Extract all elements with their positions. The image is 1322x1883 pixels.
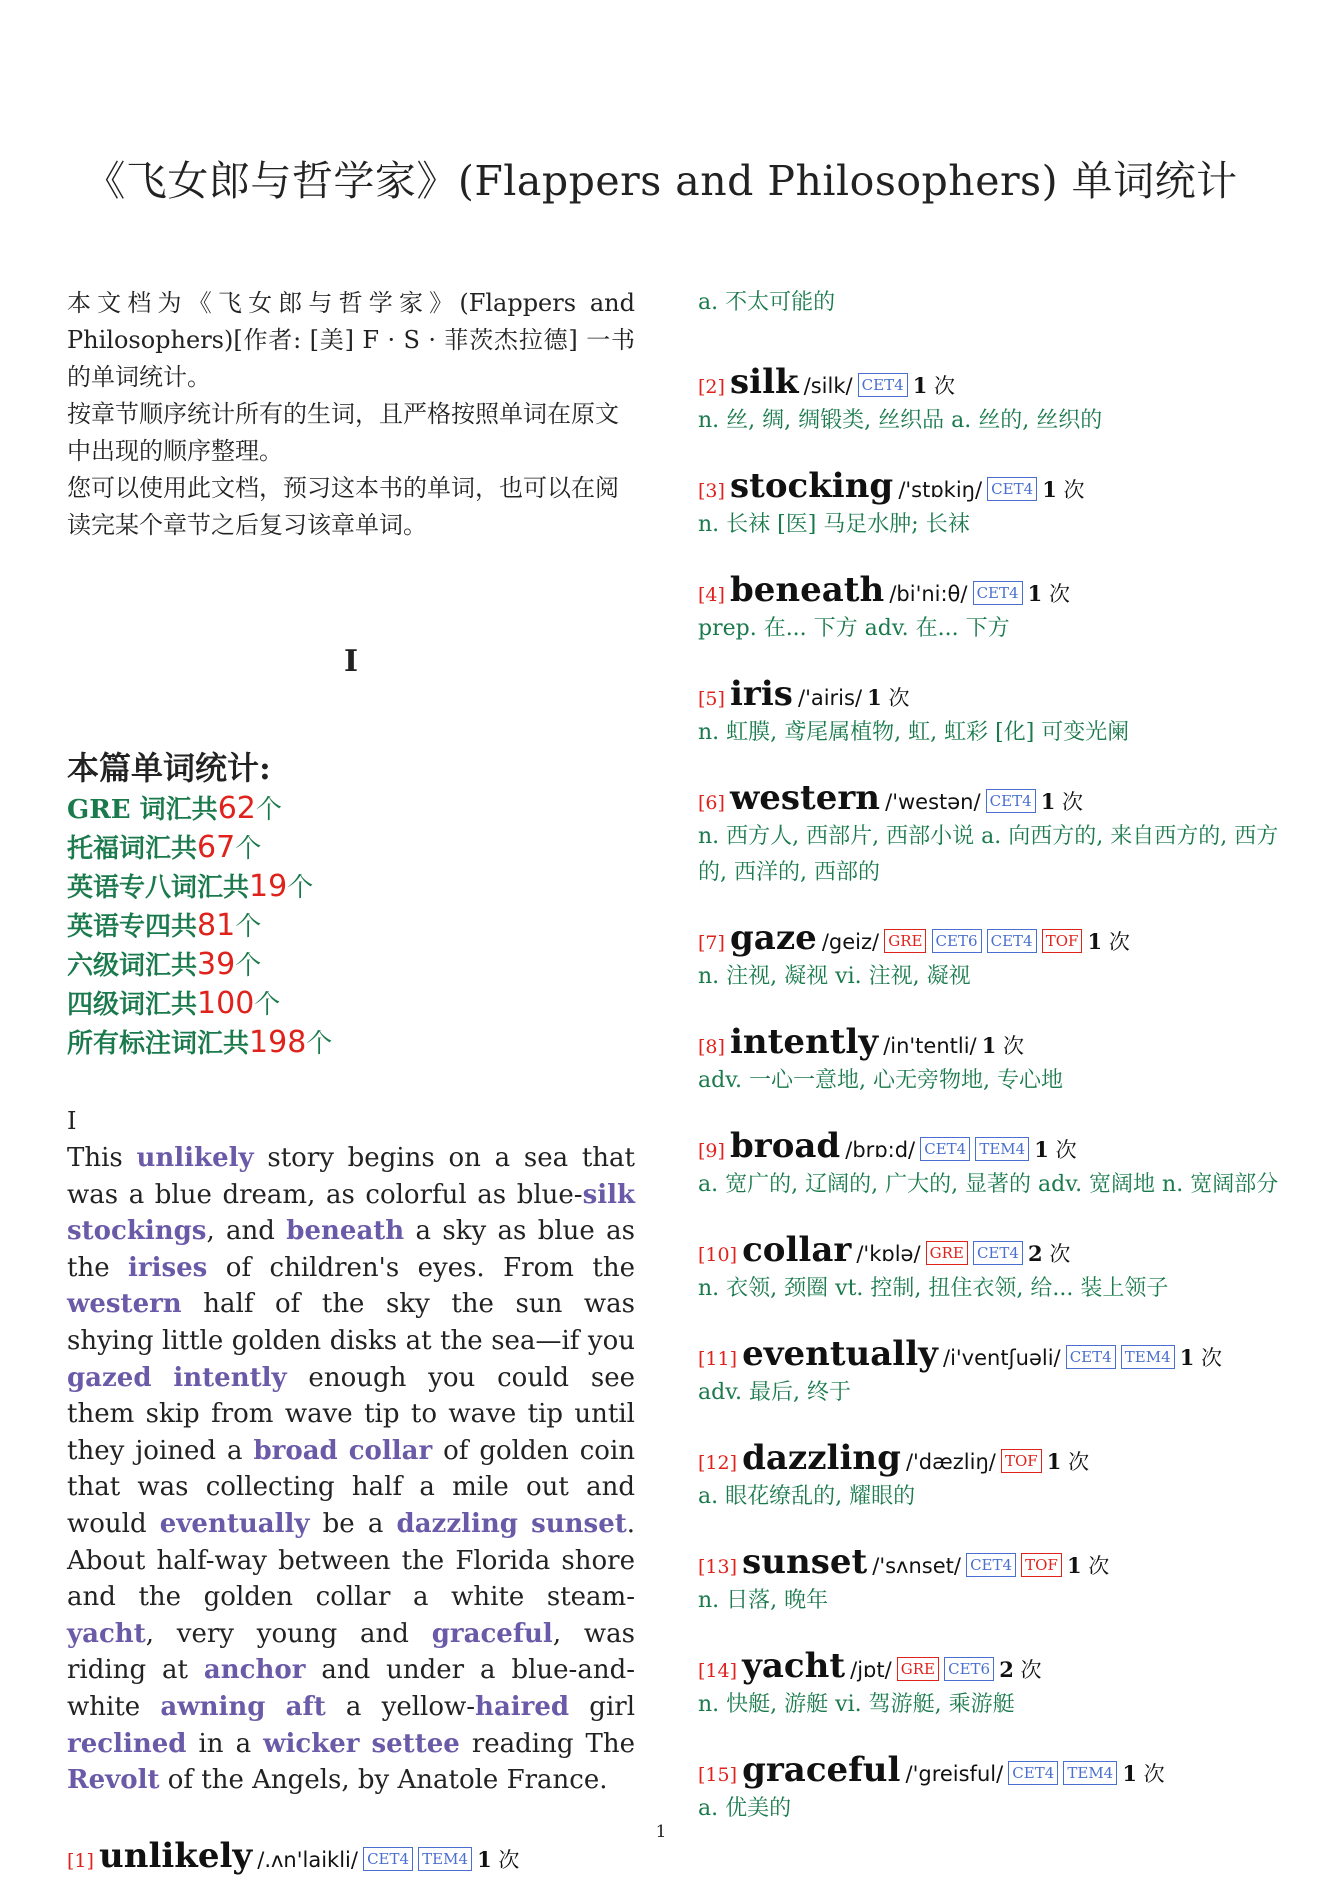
entry-count <box>913 374 955 398</box>
entry-definition: n. 衣领, 颈圈 vt. 控制, 扭住衣领, 给... 装上领子 <box>698 1276 1169 1301</box>
entry-definition: adv. 一心一意地, 心无旁物地, 专心地 <box>698 1068 1063 1093</box>
level-tag: TOF <box>1021 1553 1062 1577</box>
entry-count-unit: 次 <box>1068 1450 1090 1474</box>
vocab-entry <box>698 777 1288 891</box>
entry-count-unit: 次 <box>1108 930 1130 954</box>
entry-count-number: 1 <box>1046 1449 1062 1474</box>
entry-count-number: 2 <box>999 1657 1014 1682</box>
stat-unit: 个 <box>306 1029 333 1059</box>
level-tag: CET4 <box>363 1847 413 1871</box>
stat-count: 81 <box>197 908 236 943</box>
vocab-entry <box>698 673 1288 751</box>
intro-line: 按章节顺序统计所有的生词，且严格按照单词在原文中出现的顺序整理。 <box>67 400 619 465</box>
entry-index: [2] <box>698 376 725 398</box>
entry-pronunciation: /in'tentli/ <box>883 1034 977 1058</box>
highlighted-word: sunset <box>531 1508 627 1539</box>
stat-count: 19 <box>249 869 288 904</box>
entry-count-unit: 次 <box>1055 1138 1077 1162</box>
entry-count-number: 2 <box>1028 1241 1043 1266</box>
highlighted-word: awning <box>160 1691 266 1722</box>
entry-index: [9] <box>698 1140 725 1162</box>
entry-headline <box>698 673 1288 715</box>
entry-count-number: 1 <box>1066 1553 1082 1578</box>
stat-label: 英语专四共 <box>67 912 198 942</box>
vocab-entry <box>698 1645 1288 1723</box>
entry-headline <box>698 1021 1288 1063</box>
entry-pronunciation: /.ʌn'laikli/ <box>257 1847 358 1872</box>
entry-count-unit: 次 <box>1062 790 1084 814</box>
vocab-entry <box>698 1229 1288 1307</box>
level-tag: CET6 <box>944 1657 994 1681</box>
highlighted-word: haired <box>475 1691 570 1722</box>
entry-pronunciation: /brɒ:d/ <box>845 1138 916 1162</box>
level-tag: CET4 <box>1066 1345 1116 1369</box>
entry-count-unit: 次 <box>498 1847 520 1872</box>
highlighted-word: wicker <box>263 1728 360 1759</box>
entry-pronunciation: /i'ventʃuəli/ <box>943 1346 1061 1370</box>
entry-index: [5] <box>698 688 725 710</box>
stat-label: 四级词汇共 <box>67 990 198 1020</box>
entry-definition: n. 西方人, 西部片, 西部小说 a. 向西方的, 来自西方的, 西方的, 西洋的, 西部的 <box>698 824 1279 885</box>
entry-word: gaze <box>730 918 817 958</box>
highlighted-word: western <box>67 1289 182 1320</box>
stat-label: 所有标注词汇共 <box>67 1029 250 1059</box>
entry-count-number: 1 <box>1034 1137 1049 1162</box>
highlighted-word: silk <box>582 1179 635 1210</box>
level-tag: CET4 <box>987 477 1037 501</box>
highlighted-word: intently <box>173 1362 287 1393</box>
level-tag: TEM4 <box>1121 1345 1175 1369</box>
intro-line: 本文档为《飞女郎与哲学家》(Flappers and Philosophers)[作者: [美] F · S · 菲茨杰拉德] 一书的单词统计。 <box>67 289 635 391</box>
stat-unit: 个 <box>255 795 282 825</box>
vocab-entry <box>698 1125 1288 1203</box>
highlighted-word: gazed <box>67 1362 152 1393</box>
entry-count-number: 1 <box>1027 581 1043 606</box>
entry-index: [10] <box>698 1244 738 1266</box>
entry-pronunciation: /silk/ <box>803 374 853 398</box>
stat-count: 100 <box>197 986 255 1021</box>
vocab-entry <box>698 569 1288 647</box>
entry-count-unit: 次 <box>888 686 910 710</box>
highlighted-word: Revolt <box>67 1765 160 1796</box>
entry-count-unit: 次 <box>1020 1658 1042 1682</box>
stat-count: 67 <box>197 830 236 865</box>
entry-count <box>1028 582 1070 606</box>
entry-headline <box>698 1437 1288 1479</box>
entry-definition: n. 虹膜, 鸢尾属植物, 虹, 虹彩 [化] 可变光阑 <box>698 720 1130 745</box>
entry-word: yacht <box>742 1646 846 1686</box>
entry-headline <box>698 1125 1288 1167</box>
entry-count-unit: 次 <box>1048 582 1070 606</box>
level-tag: CET4 <box>966 1553 1016 1577</box>
highlighted-word: stockings <box>67 1216 207 1247</box>
entry-headline <box>698 361 1288 403</box>
entry-definition: prep. 在... 下方 adv. 在... 下方 <box>698 616 1010 641</box>
stat-row <box>67 790 635 829</box>
intro <box>67 285 635 544</box>
entry-pronunciation: /geiz/ <box>821 930 880 954</box>
stat-row <box>67 1024 635 1063</box>
level-tag: CET4 <box>986 789 1036 813</box>
entry-definition: a. 眼花缭乱的, 耀眼的 <box>698 1484 916 1509</box>
entry-word: eventually <box>742 1334 938 1374</box>
entry-definition: n. 长袜 [医] 马足水肿; 长袜 <box>698 512 970 537</box>
entry-index: [4] <box>698 584 725 606</box>
highlighted-word: eventually <box>159 1508 310 1539</box>
stat-count: 198 <box>249 1025 307 1060</box>
left-column <box>67 285 635 1877</box>
stat-label: 托福词汇共 <box>67 834 198 864</box>
entry-headline <box>698 1749 1288 1791</box>
entry-headline <box>698 1541 1288 1583</box>
entry-word: sunset <box>742 1542 868 1582</box>
intro-line: 您可以使用此文档，预习这本书的单词，也可以在阅读完某个章节之后复习该章单词。 <box>67 474 619 539</box>
entry-headline <box>698 1229 1288 1271</box>
entry-index: [14] <box>698 1660 738 1682</box>
entry-count <box>1067 1554 1109 1578</box>
entry-pronunciation: /'greisful/ <box>905 1762 1004 1786</box>
entry-index: [13] <box>698 1556 738 1578</box>
entry-index: [15] <box>698 1764 738 1786</box>
entry-pronunciation: /'airis/ <box>798 686 863 710</box>
entry-count <box>1088 930 1130 954</box>
stats-list <box>67 790 635 1063</box>
entry-pronunciation: /'stɒkiŋ/ <box>898 478 983 502</box>
level-tag: CET4 <box>920 1137 970 1161</box>
stat-row <box>67 868 635 907</box>
entry-count-unit: 次 <box>1049 1242 1071 1266</box>
entry-definition: a. 宽广的, 辽阔的, 广大的, 显著的 adv. 宽阔地 n. 宽阔部分 <box>698 1172 1279 1197</box>
entry-definition: n. 快艇, 游艇 vi. 驾游艇, 乘游艇 <box>698 1692 1015 1717</box>
entry-count-unit: 次 <box>934 374 956 398</box>
level-tag: CET4 <box>987 929 1037 953</box>
entry-count-number: 1 <box>477 1846 492 1872</box>
entry-definition: a. 不太可能的 <box>698 290 836 315</box>
level-tag: TEM4 <box>1063 1761 1117 1785</box>
entry-word: unlikely <box>99 1835 253 1876</box>
vocab-entry <box>698 1021 1288 1099</box>
highlighted-word: dazzling <box>396 1508 518 1539</box>
entry-count <box>867 686 909 710</box>
vocab-entry <box>698 361 1288 439</box>
stat-unit: 个 <box>287 873 314 903</box>
stat-row <box>67 985 635 1024</box>
level-tag: GRE <box>897 1657 939 1681</box>
entry-count-number: 1 <box>981 1033 997 1058</box>
level-tag: CET4 <box>858 373 908 397</box>
entry-pronunciation: /bi'ni:θ/ <box>889 582 968 606</box>
entry-word: dazzling <box>742 1438 901 1478</box>
entry-headline <box>698 1645 1288 1687</box>
vocab-entry <box>698 1437 1288 1515</box>
stat-unit: 个 <box>235 951 262 981</box>
highlighted-word: broad <box>253 1435 338 1466</box>
stat-unit: 个 <box>235 912 262 942</box>
highlighted-word: settee <box>371 1728 460 1759</box>
entry-index: [1] <box>67 1849 94 1872</box>
level-tag: TEM4 <box>418 1847 472 1871</box>
highlighted-word: aft <box>285 1691 326 1722</box>
highlighted-word: irises <box>128 1252 208 1283</box>
entry-word: graceful <box>742 1750 901 1790</box>
entry-pronunciation: /'sʌnset/ <box>872 1554 961 1578</box>
vocab-entry <box>698 917 1288 995</box>
entry-headline <box>698 465 1288 507</box>
entry-word: beneath <box>730 570 885 610</box>
page-number: 1 <box>655 1822 667 1842</box>
passage-paragraph: This unlikely story begins on a sea that was a blue dream, as colorful as blue-silk stockings, and beneath a sky as blue as the irises of children's eyes. From the western half of the sky the sun was shying little golden disks at the sea—if you gazed intently enough you could see them skip from wave tip to wave tip until they joined a broad collar of golden coin that was collecting half a mile out and would eventually be a dazzling sunset. About half-way between the Florida shore and the golden collar a white steam-yacht, very young and graceful, was riding at anchor and under a blue-and-white awning aft a yellow-haired girl reclined in a wicker settee reading The Revolt of the Angels, by Anatole France. <box>67 1143 636 1796</box>
vocab-entry <box>698 285 1288 321</box>
entry-count-unit: 次 <box>1143 1762 1165 1786</box>
entry-index: [11] <box>698 1348 738 1370</box>
level-tag: GRE <box>926 1241 968 1265</box>
entry-headline <box>698 777 1288 819</box>
entry-index: [3] <box>698 480 725 502</box>
entry-count-number: 1 <box>1087 929 1103 954</box>
stat-label: 六级词汇共 <box>67 951 198 981</box>
entry-count <box>1122 1762 1164 1786</box>
entry-word: intently <box>730 1022 879 1062</box>
entry-count-number: 1 <box>867 685 882 710</box>
entry-count-unit: 次 <box>1201 1346 1223 1370</box>
stat-unit: 个 <box>254 990 281 1020</box>
entry-count <box>1180 1346 1222 1370</box>
entry-count-unit: 次 <box>1003 1034 1025 1058</box>
entry-pronunciation: /'westən/ <box>885 790 981 814</box>
entry-count <box>1034 1138 1076 1162</box>
entry-count <box>1041 790 1083 814</box>
entry-count <box>477 1848 519 1872</box>
entry-index: [8] <box>698 1036 725 1058</box>
highlighted-word: beneath <box>286 1216 405 1247</box>
entry-headline <box>698 917 1288 959</box>
entry-count <box>1042 478 1084 502</box>
entry-definition: n. 日落, 晚年 <box>698 1588 829 1613</box>
entry-word: stocking <box>730 466 894 506</box>
level-tag: CET6 <box>932 929 982 953</box>
entry-word: western <box>730 778 881 818</box>
level-tag: CET4 <box>973 1241 1023 1265</box>
entry-word: collar <box>742 1230 852 1270</box>
entry-definition: adv. 最后, 终于 <box>698 1380 851 1405</box>
vocab-entry <box>698 1749 1288 1827</box>
level-tag: CET4 <box>1008 1761 1058 1785</box>
level-tag: TOF <box>1001 1449 1042 1473</box>
highlighted-word: yacht <box>67 1618 146 1649</box>
highlighted-word: reclined <box>67 1728 187 1759</box>
level-tag: CET4 <box>973 581 1023 605</box>
stat-label: GRE 词汇共 <box>67 795 218 825</box>
level-tag: TEM4 <box>975 1137 1029 1161</box>
entry-count <box>1028 1242 1070 1266</box>
level-tag: GRE <box>884 929 926 953</box>
vocab-entry <box>698 1333 1288 1411</box>
stat-label: 英语专八词汇共 <box>67 873 250 903</box>
entry-count-number: 1 <box>1122 1761 1137 1786</box>
entry-pronunciation: /'kɒlə/ <box>856 1242 921 1266</box>
entry-pronunciation: /'dæzliŋ/ <box>905 1450 996 1474</box>
entry-pronunciation: /jɒt/ <box>850 1658 892 1682</box>
vocab-entry <box>698 1541 1288 1619</box>
entry-definition: n. 注视, 凝视 vi. 注视, 凝视 <box>698 964 971 989</box>
entry-count-number: 1 <box>912 373 928 398</box>
entry-index: [12] <box>698 1452 738 1474</box>
entry-headline <box>698 1333 1288 1375</box>
stat-count: 62 <box>217 791 256 826</box>
entry-count-number: 1 <box>1042 477 1057 502</box>
highlighted-word: graceful <box>431 1618 553 1649</box>
vocab-entry-list-right <box>698 285 1288 1853</box>
highlighted-word: unlikely <box>136 1143 254 1173</box>
entry-count-number: 1 <box>1179 1345 1195 1370</box>
stat-count: 39 <box>197 947 236 982</box>
paragraph-heading: I <box>67 1107 77 1135</box>
entry-count-unit: 次 <box>1063 478 1085 502</box>
chapter-heading: I <box>343 644 359 679</box>
entry-word: iris <box>730 674 793 714</box>
entry-count <box>999 1658 1041 1682</box>
vocab-entry <box>698 465 1288 543</box>
level-tag: TOF <box>1042 929 1083 953</box>
entry-count-unit: 次 <box>1088 1554 1110 1578</box>
entry-index: [6] <box>698 792 725 814</box>
entry-definition: n. 丝, 绸, 绸锻类, 丝织品 a. 丝的, 丝织的 <box>698 408 1103 433</box>
highlighted-word: collar <box>348 1435 433 1466</box>
entry-count-number: 1 <box>1040 789 1056 814</box>
entry-definition: a. 优美的 <box>698 1796 792 1821</box>
entry-headline <box>698 569 1288 611</box>
stat-unit: 个 <box>235 834 262 864</box>
entry-word: silk <box>730 362 799 402</box>
highlighted-word: anchor <box>203 1655 306 1686</box>
stat-row <box>67 907 635 946</box>
entry-count <box>982 1034 1024 1058</box>
stat-row <box>67 946 635 985</box>
entry-index: [7] <box>698 932 725 954</box>
stat-row <box>67 829 635 868</box>
entry-count <box>1047 1450 1089 1474</box>
entry-word: broad <box>730 1126 841 1166</box>
stats-title: 本篇单词统计: <box>67 749 271 787</box>
page-title: 《飞女郎与哲学家》(Flappers and Philosophers) 单词统计 <box>84 157 1238 205</box>
